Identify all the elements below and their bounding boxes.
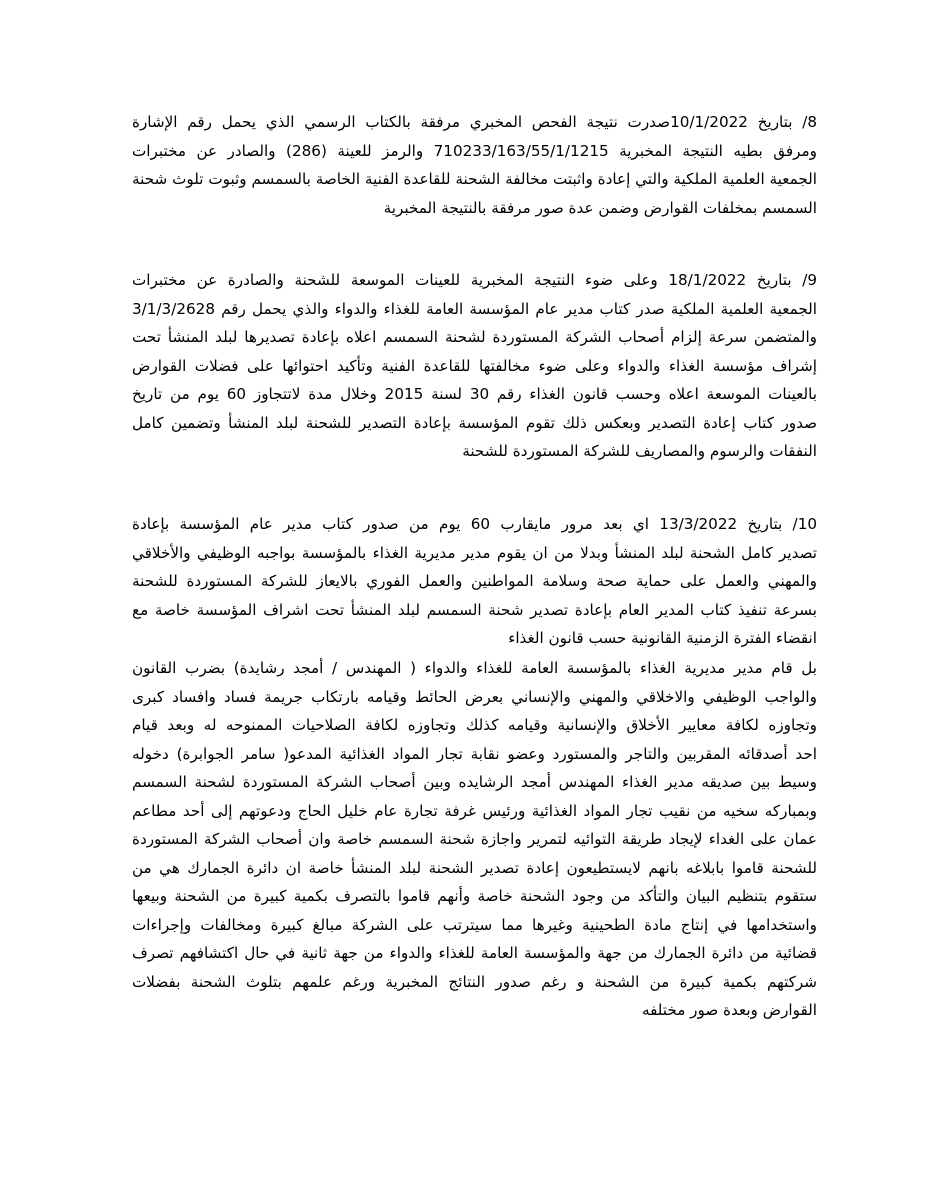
paragraph-line: بالعينات الموسعة اعلاه وحسب قانون الغذاء رقم 30 لسنة 2015 وخلال مدة لاتتجاوز 60 يوم من تاريخ xyxy=(132,385,817,403)
paragraph-line: وبمباركه سخيه من نقيب تجار المواد الغذائية ورئيس غرفة تجارة عام خليل الحاج ودعوتهم إلى أحد مطاعم xyxy=(132,801,817,820)
paragraph-line: ومرفق بطيه النتيجة المخبرية 710233/163/55/1/1215 والرمز للعينة (286) والصادر عن مختبرات xyxy=(132,141,817,160)
paragraph-item-10 xyxy=(132,510,817,653)
paragraph-line: 8/ بتاريخ 10/1/2022صدرت نتيجة الفحص المخبري مرفقة بالكتاب الرسمي الذي يحمل رقم الإشارة xyxy=(132,113,817,131)
paragraph-line: ستقوم بتنظيم البيان والتأكد من وجود الشحنة خاصة وأنهم قاموا بالتصرف بكمية كبيرة من الشحنة وبيعها xyxy=(132,887,817,905)
paragraph-line: السمسم بمخلفات القوارض وضمن عدة صور مرفقة بالنتيجة المخبرية xyxy=(383,198,817,217)
paragraph-line: بل قام مدير مديرية الغذاء بالمؤسسة العامة للغذاء والدواء ( المهندس / أمجد رشايدة) بضرب القانون xyxy=(132,659,817,677)
paragraph-line: عمان على الغداء لإيجاد طريقة التوائيه لتمرير واجازة شحنة السمسم خاصة وان أصحاب الشركة المستوردة xyxy=(132,830,817,848)
paragraph-item-continuation xyxy=(132,654,817,1025)
paragraph-line: 9/ بتاريخ 18/1/2022 وعلى ضوء النتيجة المخبرية للعينات الموسعة للشحنة والصادرة عن مختبرات xyxy=(132,271,817,289)
paragraph-line: واستخدامها في إنتاج مادة الطحينية وغيرها مما سيترتب على الشركة مبالغ كبيرة ومخالفات وإجراءات xyxy=(132,915,817,934)
paragraph-line: والواجب الوظيفي والاخلاقي والمهني والإنساني بعرض الحائط وقيامه بارتكاب جريمة فساد وافساد كبرى xyxy=(132,687,817,706)
paragraph-line: بسرعة تنفيذ كتاب المدير العام بإعادة تصدير شحنة السمسم لبلد المنشأ تحت اشراف المؤسسة خاصة مع xyxy=(132,600,817,619)
paragraph-line: والمتضمن سرعة إلزام أصحاب الشركة المستوردة لشحنة السمسم اعلاه بإعادة تصديرها لبلد المنشأ تحت xyxy=(132,328,817,346)
paragraph-line: انقضاء الفترة الزمنية القانونية حسب قانون الغذاء xyxy=(508,629,817,647)
paragraph-line: والمهني والعمل على حماية صحة وسلامة المواطنين والعمل الفوري بالايعاز للشركة المستوردة للشحنة xyxy=(132,572,817,590)
paragraph-line: القوارض وبعدة صور مختلفه xyxy=(641,1001,817,1019)
paragraph-item-9 xyxy=(132,266,817,466)
paragraph-line: احد أصدقائه المقربين والتاجر والمستورد وعضو نقابة تجار المواد الغذائية المدعو( سامر الجوابرة) دخوله xyxy=(132,744,817,763)
paragraph-line: وتجاوزه لكافة معايير الأخلاق والإنسانية وقيامه كذلك وتجاوزه لكافة الصلاحيات الممنوحه له وبعد قيام xyxy=(132,716,817,734)
paragraph-line: 10/ بتاريخ 13/3/2022 اي بعد مرور مايقارب 60 يوم من صدور كتاب مدير عام المؤسسة بإعادة xyxy=(132,515,817,533)
paragraph-line: الجمعية العلمية الملكية والتي إعادة واثبتت مخالفة الشحنة للقاعدة الفنية الخاصة بالسمسم وثبوت تلوث شحنة xyxy=(132,170,817,188)
paragraph-line: قضائية من دائرة الجمارك من جهة والمؤسسة العامة للغذاء والدواء من جهة ثانية في حال اكتشافهم تصرف xyxy=(132,944,817,962)
paragraph-line: النفقات والرسوم والمصاريف للشركة المستوردة للشحنة xyxy=(462,442,817,460)
paragraph-line: الجمعية العلمية الملكية صدر كتاب مدير عام المؤسسة العامة للغذاء والدواء والذي يحمل رقم 3/1/3/2628 xyxy=(132,299,817,318)
paragraph-line: للشحنة قاموا بابلاغه بانهم لايستطيعون إعادة تصدير الشحنة لبلد المنشأ خاصة ان دائرة الجمارك هي من xyxy=(132,858,817,877)
paragraph-line: صدور كتاب إعادة التصدير وبعكس ذلك تقوم المؤسسة بإعادة التصدير للشحنة لبلد المنشأ وتضمين كامل xyxy=(132,413,817,432)
paragraph-line: تصدير كامل الشحنة لبلد المنشأ وبدلا من ان يقوم مدير مديرية الغذاء بالمؤسسة بواجبه الوظيفي والأخلاقي xyxy=(132,543,817,562)
paragraph-line: شركتهم بكمية كبيرة من الشحنة و رغم صدور النتائج المخبرية ورغم علمهم بتلوث الشحنة بفضلات xyxy=(132,972,817,991)
paragraph-item-8 xyxy=(132,108,817,222)
paragraph-line: إشراف مؤسسة الغذاء والدواء وعلى ضوء مخالفتها للقاعدة الفنية وتأكيد احتوائها على فضلات القوارض xyxy=(132,356,817,375)
paragraph-line: وسيط بين صديقه مدير الغذاء المهندس أمجد الرشايده وبين أصحاب الشركة المستوردة لشحنة السمسم xyxy=(132,773,817,791)
